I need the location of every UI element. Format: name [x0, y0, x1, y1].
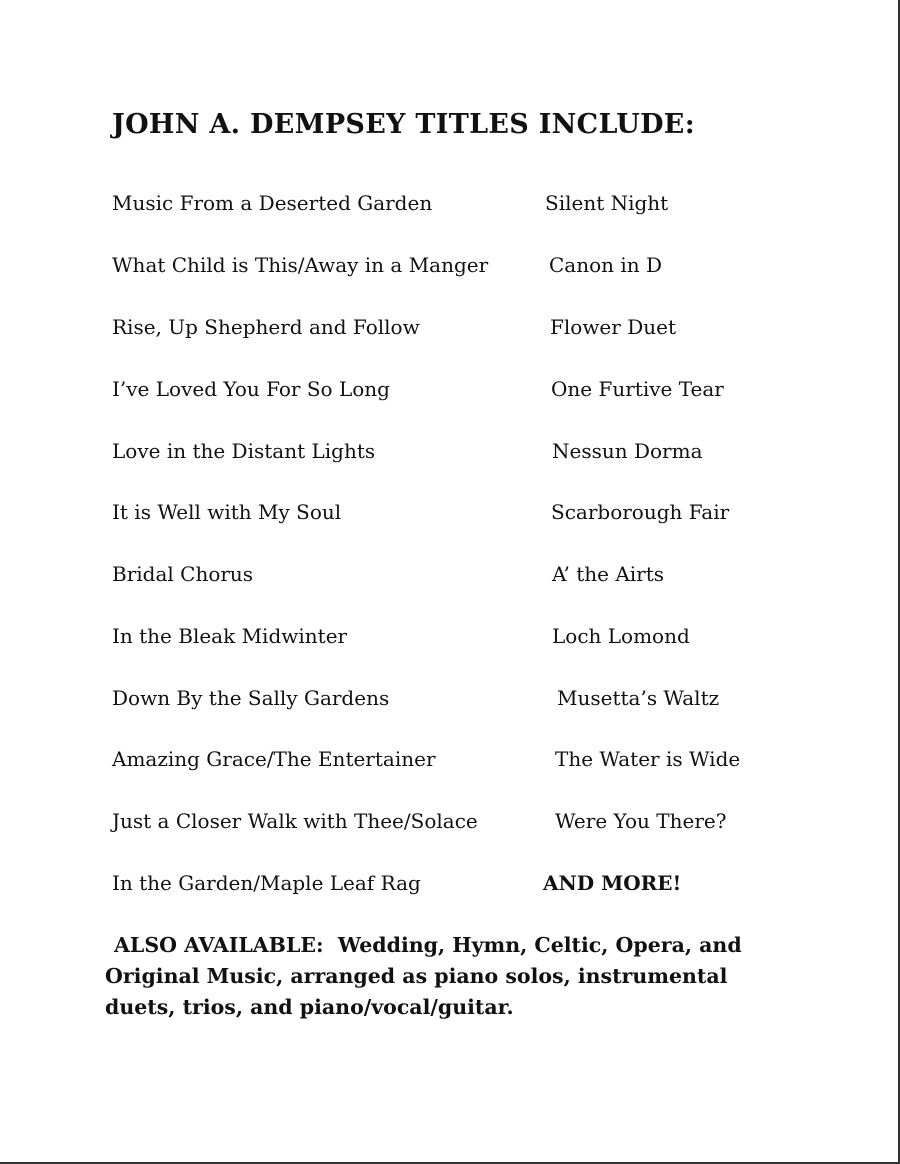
- title-row: [0, 809, 900, 839]
- title-right: Loch Lomond: [552, 624, 690, 648]
- title-row: [0, 500, 900, 530]
- title-right: Silent Night: [545, 191, 669, 215]
- and-more-text: AND MORE!: [543, 871, 682, 895]
- also-available-line-1: Wedding, Hymn, Celtic, Opera, and: [337, 933, 742, 957]
- title-right: The Water is Wide: [555, 747, 741, 771]
- title-row: [0, 315, 900, 345]
- also-available-label: ALSO AVAILABLE:: [114, 933, 324, 957]
- title-right: Were You There?: [555, 809, 727, 833]
- title-row: [0, 439, 900, 469]
- title-row: [0, 562, 900, 592]
- title-left: What Child is This/Away in a Manger: [112, 253, 489, 277]
- title-row: [0, 191, 900, 221]
- title-row: [0, 747, 900, 777]
- title-left: Love in the Distant Lights: [112, 439, 376, 463]
- title-left: In the Garden/Maple Leaf Rag: [112, 871, 421, 895]
- title-right: Scarborough Fair: [551, 500, 730, 524]
- title-right: Musetta’s Waltz: [557, 686, 720, 710]
- also-available-line-2: Original Music, arranged as piano solos, instrumental: [105, 964, 728, 988]
- title-left: Amazing Grace/The Entertainer: [112, 747, 436, 771]
- title-right: A’ the Airts: [552, 562, 665, 586]
- title-left: It is Well with My Soul: [112, 500, 342, 524]
- page-heading: JOHN A. DEMPSEY TITLES INCLUDE:: [112, 109, 695, 140]
- title-left: Down By the Sally Gardens: [112, 686, 390, 710]
- title-row: [0, 253, 900, 283]
- title-left: Rise, Up Shepherd and Follow: [112, 315, 420, 339]
- title-row: [0, 624, 900, 654]
- title-left: Music From a Deserted Garden: [112, 191, 433, 215]
- title-row: [0, 377, 900, 407]
- title-left: I’ve Loved You For So Long: [112, 377, 390, 401]
- also-available-paragraph: [105, 930, 795, 1023]
- title-right: Nessun Dorma: [552, 439, 703, 463]
- title-right: One Furtive Tear: [551, 377, 724, 401]
- title-left: Just a Closer Walk with Thee/Solace: [112, 809, 478, 833]
- title-row: [0, 871, 900, 901]
- title-right: Flower Duet: [550, 315, 676, 339]
- title-left: Bridal Chorus: [112, 562, 254, 586]
- title-right: Canon in D: [549, 253, 663, 277]
- title-row: [0, 686, 900, 716]
- also-available-line-3: duets, trios, and piano/vocal/guitar.: [105, 995, 514, 1019]
- title-left: In the Bleak Midwinter: [112, 624, 348, 648]
